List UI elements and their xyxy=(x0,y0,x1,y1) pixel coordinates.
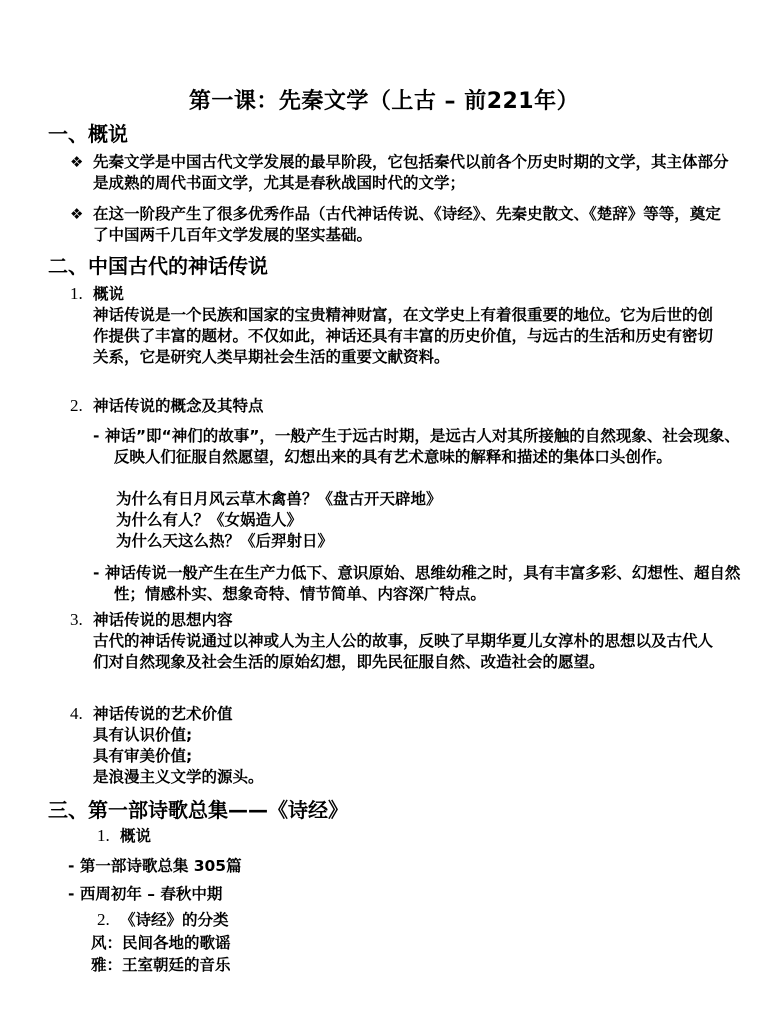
item-number: 2. xyxy=(70,396,83,415)
section-heading-overview: 一、概说 xyxy=(48,122,128,146)
myth-question-2: 为什么有人？《女娲造人》 xyxy=(116,511,303,529)
page-title: 第一课：先秦文学（上古 – 前221年） xyxy=(188,89,580,114)
item-label-content: 神话传说的思想内容 xyxy=(93,611,233,629)
concept-definition: - 神话”即“神们的故事”，一般产生于远古时期，是远古人对其所接触的自然现象、社会现象、反映人们征服自然愿望，幻想出来的具有艺术意味的解释和描述的集体口头创作。 xyxy=(93,427,740,466)
myths-overview-text: 神话传说是一个民族和国家的宝贵精神财富，在文学史上有着很重要的地位。它为后世的创作提供了丰富的题材。不仅如此，神话还具有丰富的历史价值，与远古的生活和历史有密切关系，它是研究人类早期社会生活的重要文献资料。 xyxy=(93,306,714,366)
item-label-shijing-overview: 概说 xyxy=(120,827,152,845)
item-number: 1. xyxy=(70,284,83,303)
classification-feng: 风：民间各地的歌谣 xyxy=(91,934,231,952)
item-label-art-value: 神话传说的艺术价值 xyxy=(93,705,233,723)
item-number: 3. xyxy=(70,610,83,629)
shijing-fact-2: - 西周初年 – 春秋中期 xyxy=(68,885,223,903)
item-number: 4. xyxy=(70,704,83,723)
diamond-bullet-icon: ❖ xyxy=(70,205,84,223)
diamond-bullet-icon: ❖ xyxy=(70,153,84,171)
art-value-line-2: 具有审美价值; xyxy=(93,747,193,765)
concept-features: - 神话传说一般产生在生产力低下、意识原始、思维幼稚之时，具有丰富多彩、幻想性、超自然性；情感朴实、想象奇特、情节简单、内容深广特点。 xyxy=(93,564,741,603)
section-heading-myths: 二、中国古代的神话传说 xyxy=(48,254,268,278)
overview-bullet-2: 在这一阶段产生了很多优秀作品（古代神话传说、《诗经》、先秦史散文、《楚辞》等等，奠定了中国两千几百年文学发展的坚实基础。 xyxy=(93,205,721,244)
myths-content-text: 古代的神话传说通过以神或人为主人公的故事，反映了早期华夏儿女淳朴的思想以及古代人们对自然现象及社会生活的原始幻想，即先民征服自然、改造社会的愿望。 xyxy=(93,632,714,671)
overview-bullet-1: 先秦文学是中国古代文学发展的最早阶段，它包括秦代以前各个历史时期的文学，其主体部分是成熟的周代书面文学，尤其是春秋战国时代的文学； xyxy=(93,153,729,192)
shijing-fact-1: - 第一部诗歌总集 305篇 xyxy=(68,857,242,875)
art-value-line-3: 是浪漫主义文学的源头。 xyxy=(93,768,264,786)
item-label-overview: 概说 xyxy=(93,285,125,303)
myth-question-3: 为什么天这么热？《后羿射日》 xyxy=(116,532,334,550)
myth-question-1: 为什么有日月风云草木禽兽？《盘古开天辟地》 xyxy=(116,490,442,508)
classification-ya: 雅：王室朝廷的音乐 xyxy=(91,956,231,974)
section-heading-shijing: 三、第一部诗歌总集——《诗经》 xyxy=(48,798,348,822)
item-number: 2. xyxy=(97,910,110,929)
item-label-concept: 神话传说的概念及其特点 xyxy=(93,397,264,415)
item-label-classification: 《诗经》的分类 xyxy=(120,911,229,929)
art-value-line-1: 具有认识价值; xyxy=(93,726,193,744)
item-number: 1. xyxy=(97,826,110,845)
